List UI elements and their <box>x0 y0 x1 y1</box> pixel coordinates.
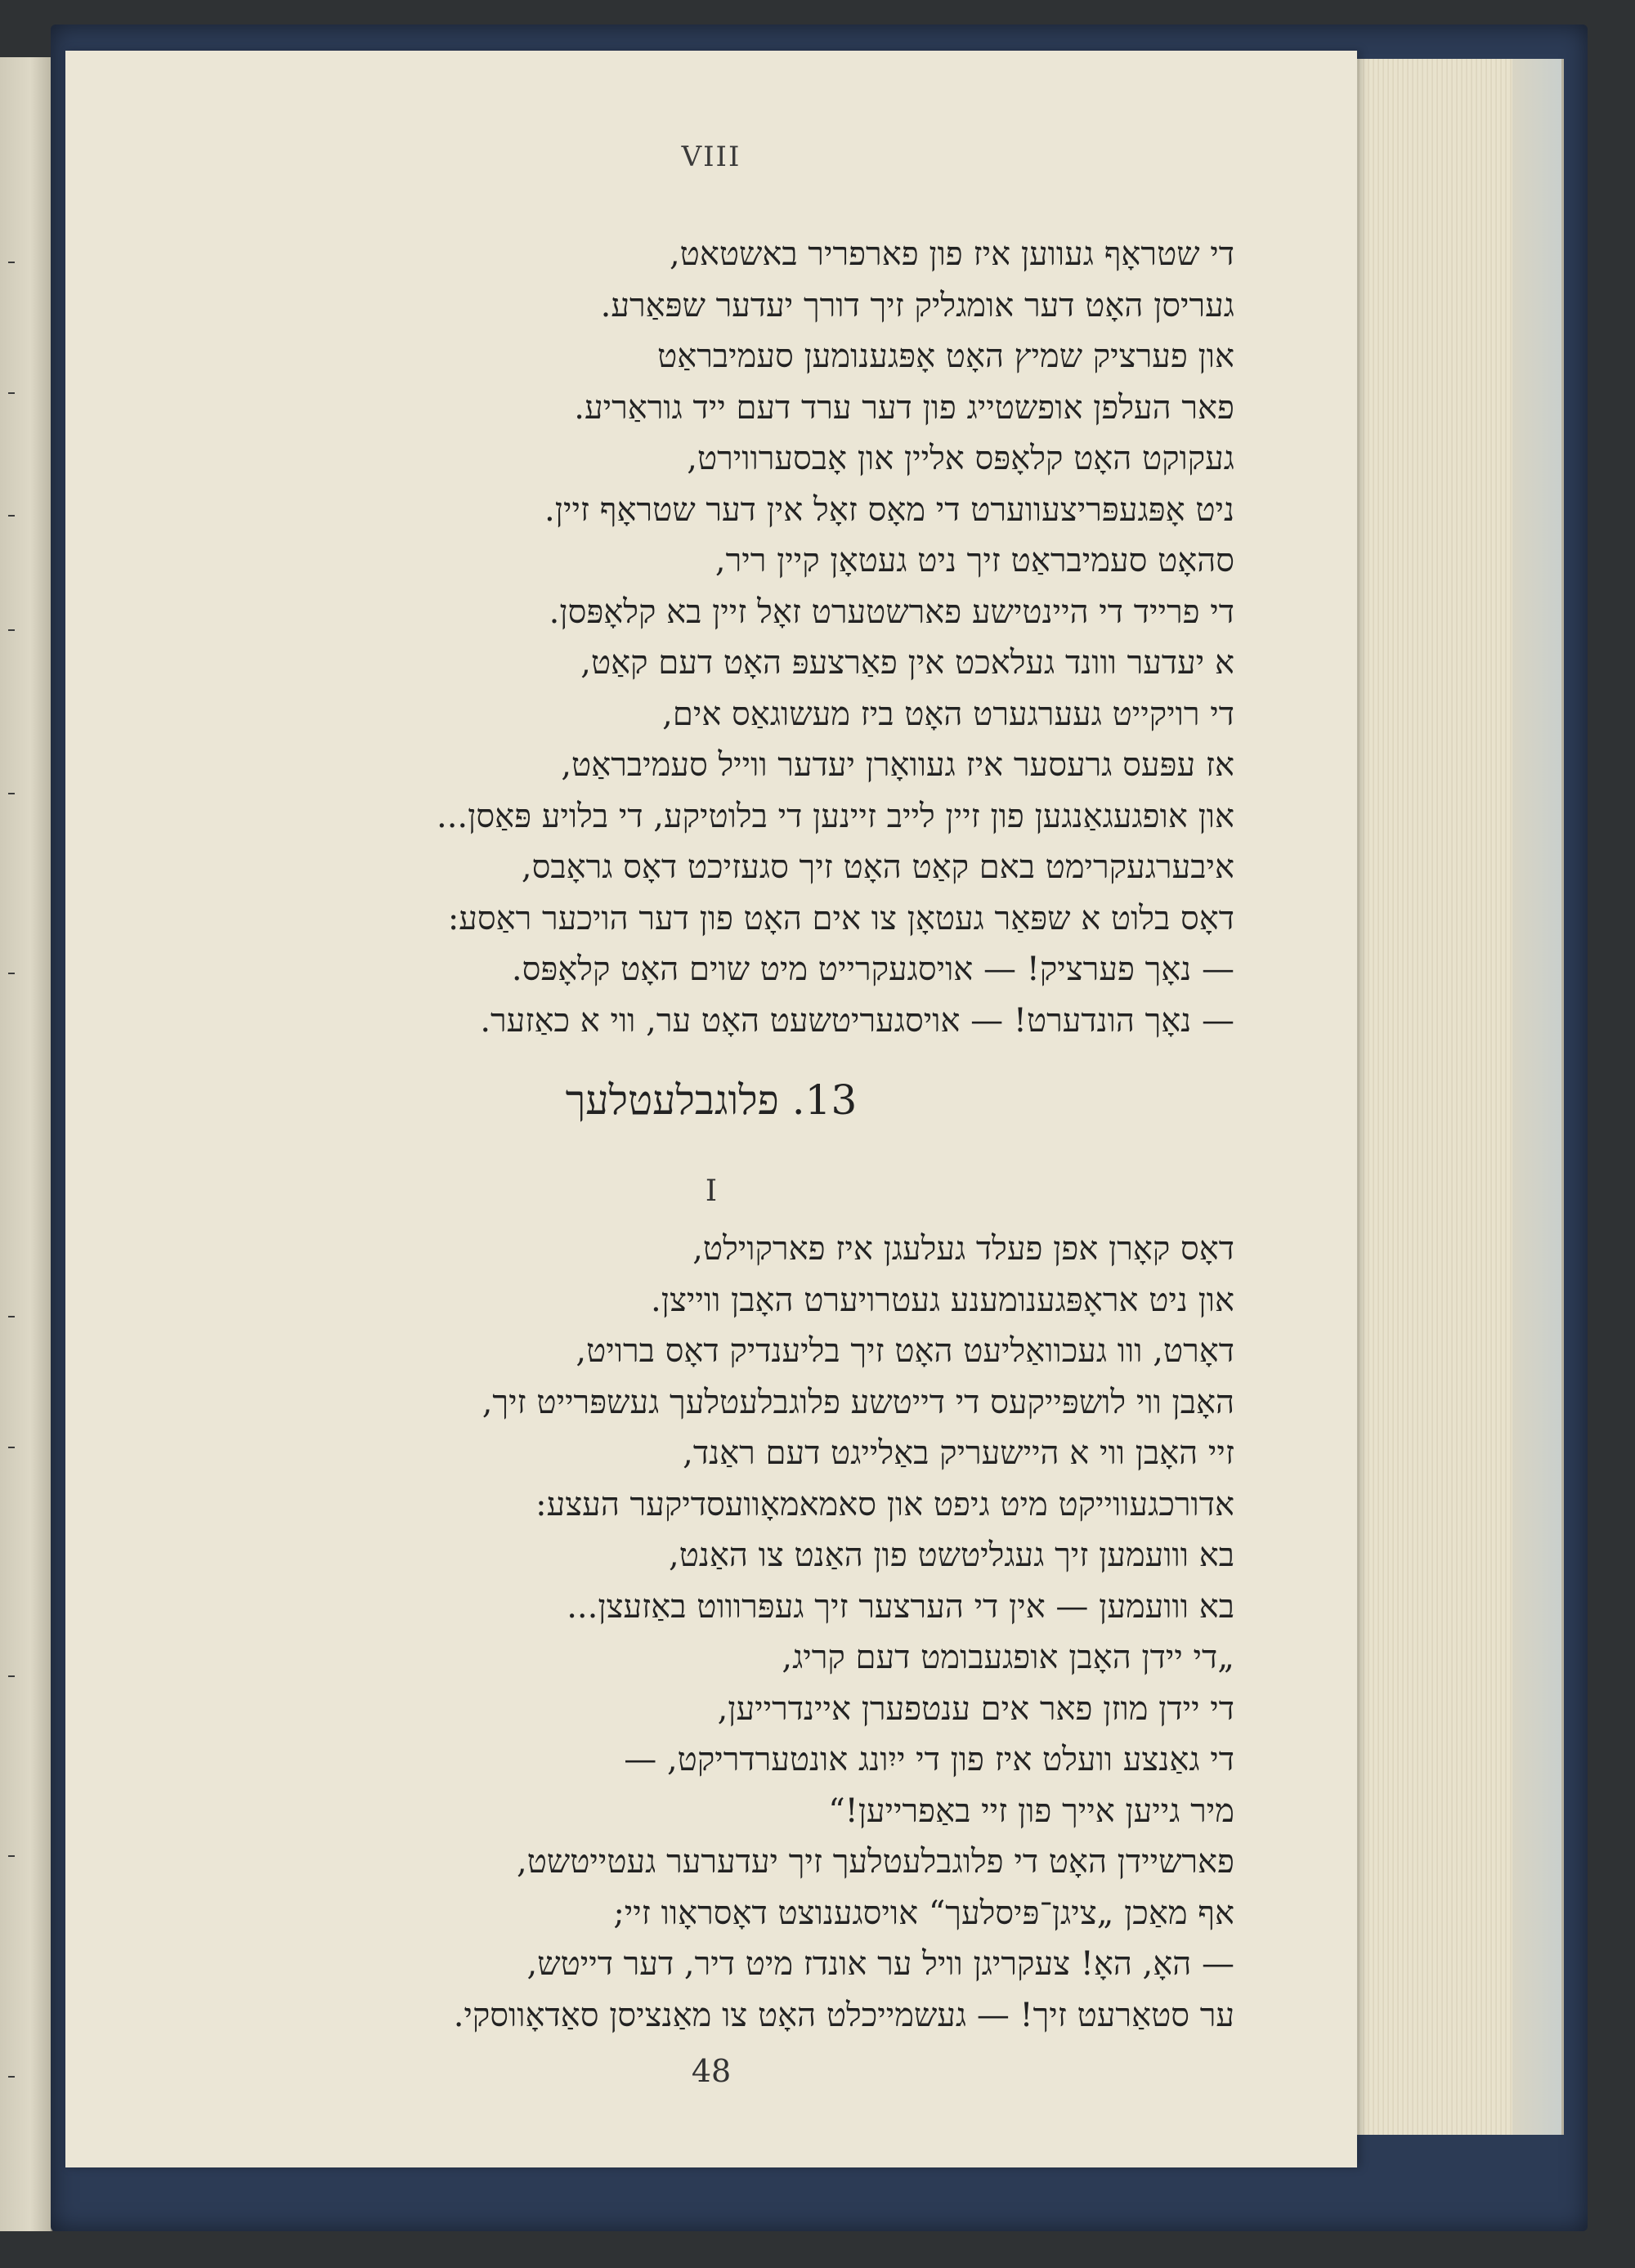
poem-line: דאָס קאָרן אפן פעלד געלעגן איז פארקוילט, <box>692 1230 1234 1268</box>
poem-line: מיר גייען אייך פון זיי באַפרייען!“ <box>828 1792 1234 1830</box>
text-mark <box>8 1447 15 1448</box>
book-page <box>65 51 1357 2167</box>
poem-line: די יידן מוזן פאר אים ענטפערן איינדרייען, <box>717 1689 1234 1728</box>
poem-line: די שטראָף געווען איז פון פארפריר באשטאט, <box>669 235 1234 273</box>
poem-line: די פרייד די היינטישע פארשטערט זאָל זיין בא קלאָפּסן. <box>549 593 1234 631</box>
running-header: VIII <box>681 141 741 173</box>
poem-line: ער סטאַרעט זיך! — געשמייכלט האָט צו מאַנציסן סאַדאָווסקי. <box>453 1996 1234 2034</box>
poem-line: זיי האָבן ווי א היישעריק באַלייגט דעם ראַנד, <box>683 1434 1234 1472</box>
poem-line: סהאָט סעמיבראַט זיך ניט געטאָן קיין ריר, <box>714 542 1234 579</box>
previous-page-edge <box>0 57 52 2231</box>
poem-stanza-top <box>213 229 1234 1046</box>
page-number: 48 <box>691 2053 732 2089</box>
poem-line: האָבן ווי לושפּייקעס די דייטשע פלוגבלעטלעך געשפּרייט זיך, <box>482 1383 1234 1421</box>
text-mark <box>8 262 15 263</box>
poem-line: דאָס בלוט א שפּאַר געטאָן צו אים האָט פון דער הויכער ראַסע: <box>447 899 1234 937</box>
poem-line: בא ווועמען זיך געגליטשט פון האַנט צו האַנט, <box>669 1537 1234 1574</box>
poem-line: פאר העלפן אופשטייג פון דער ערד דעם ייד גוראַריע. <box>574 388 1234 427</box>
poem-line: — נאָך פערציק! — אויסגעקרייט מיט שוים האָט קלאָפּס. <box>511 951 1234 988</box>
poem-line: איבערגעקרימט באם קאַט האָט זיך סגעזיכט דאָס גראָבס, <box>521 848 1234 886</box>
poem-line: פארשיידן האָט די פלוגבלעטלעך זיך יעדערער געטייטשט, <box>517 1843 1234 1881</box>
text-mark <box>8 1316 15 1317</box>
poem-line: „די יידן האָבן אופגעבומט דעם קריג, <box>782 1639 1234 1676</box>
text-mark <box>8 629 15 631</box>
poem-title: 13. פלוגבלעטלעך <box>565 1076 858 1124</box>
poem-stanza-bottom <box>213 1223 1234 2041</box>
page-block-edge <box>1341 59 1564 2135</box>
section-number: I <box>705 1174 718 1208</box>
poem-line: געריסן האָט דער אומגליק זיך דורך יעדער שפּאַרע. <box>600 286 1234 324</box>
text-mark <box>8 515 15 517</box>
poem-line: אדורכגעווייקט מיט גיפט און סאמאמאָוועסדיקער העצע: <box>535 1485 1234 1523</box>
text-mark <box>8 973 15 974</box>
poem-line: און אופגעגאַנגען פון זיין לייב זיינען די בלוטיקע, די בלויע פּאַסן... <box>437 797 1234 835</box>
poem-line: דאָרט, ווו געכוואַליעט האָט זיך בליענדיק דאָס ברויט, <box>576 1332 1234 1370</box>
poem-line: בא ווועמען — אין די הערצער זיך געפּרוווט באַזעצן... <box>567 1587 1234 1626</box>
poem-line: אז עפּעס גרעסער איז געוואָרן יעדער ווייל סעמיבראַט, <box>561 746 1234 784</box>
poem-line: אף מאַכן „ציגן־פּיסלעך“ אויסגענוצט דאָסראָוו זיי; <box>613 1894 1234 1932</box>
text-mark <box>8 1855 15 1857</box>
poem-line: און ניט אראָפּגענומענע געטרויערט האָבן ווייצן. <box>651 1281 1234 1319</box>
endpaper-strip <box>1512 59 1561 2135</box>
poem-line: — נאָך הונדערט! — אויסגעריטשעט האָט ער, ווי א כאַזער. <box>480 1001 1234 1040</box>
poem-line: ניט אָפּגעפּריצעווערט די מאָס זאָל אין דער שטראָף זיין. <box>544 490 1234 529</box>
poem-line: און פערציק שמיץ האָט אָפּגענומען סעמיבראַט <box>657 338 1234 375</box>
text-mark <box>8 1675 15 1677</box>
text-mark <box>8 392 15 394</box>
text-mark <box>8 2076 15 2078</box>
poem-line: געקוקט האָט קלאָפּס אליין און אָבסערווירט, <box>687 440 1234 477</box>
text-mark <box>8 793 15 794</box>
poem-line: די רויקייט געערגערט האָט ביז מעשוגאַס אים, <box>662 695 1234 733</box>
poem-line: א יעדער ווונד געלאכט אין פאַרצעפּ האָט דעם קאַט, <box>580 644 1234 682</box>
poem-line: — האָ, האָ! צעקריגן וויל ער אונדז מיט דיר, דער דייטש, <box>526 1945 1234 1983</box>
poem-line: די גאַנצע וועלט איז פון די ייִונג אונטערדריקט, — <box>624 1741 1234 1778</box>
